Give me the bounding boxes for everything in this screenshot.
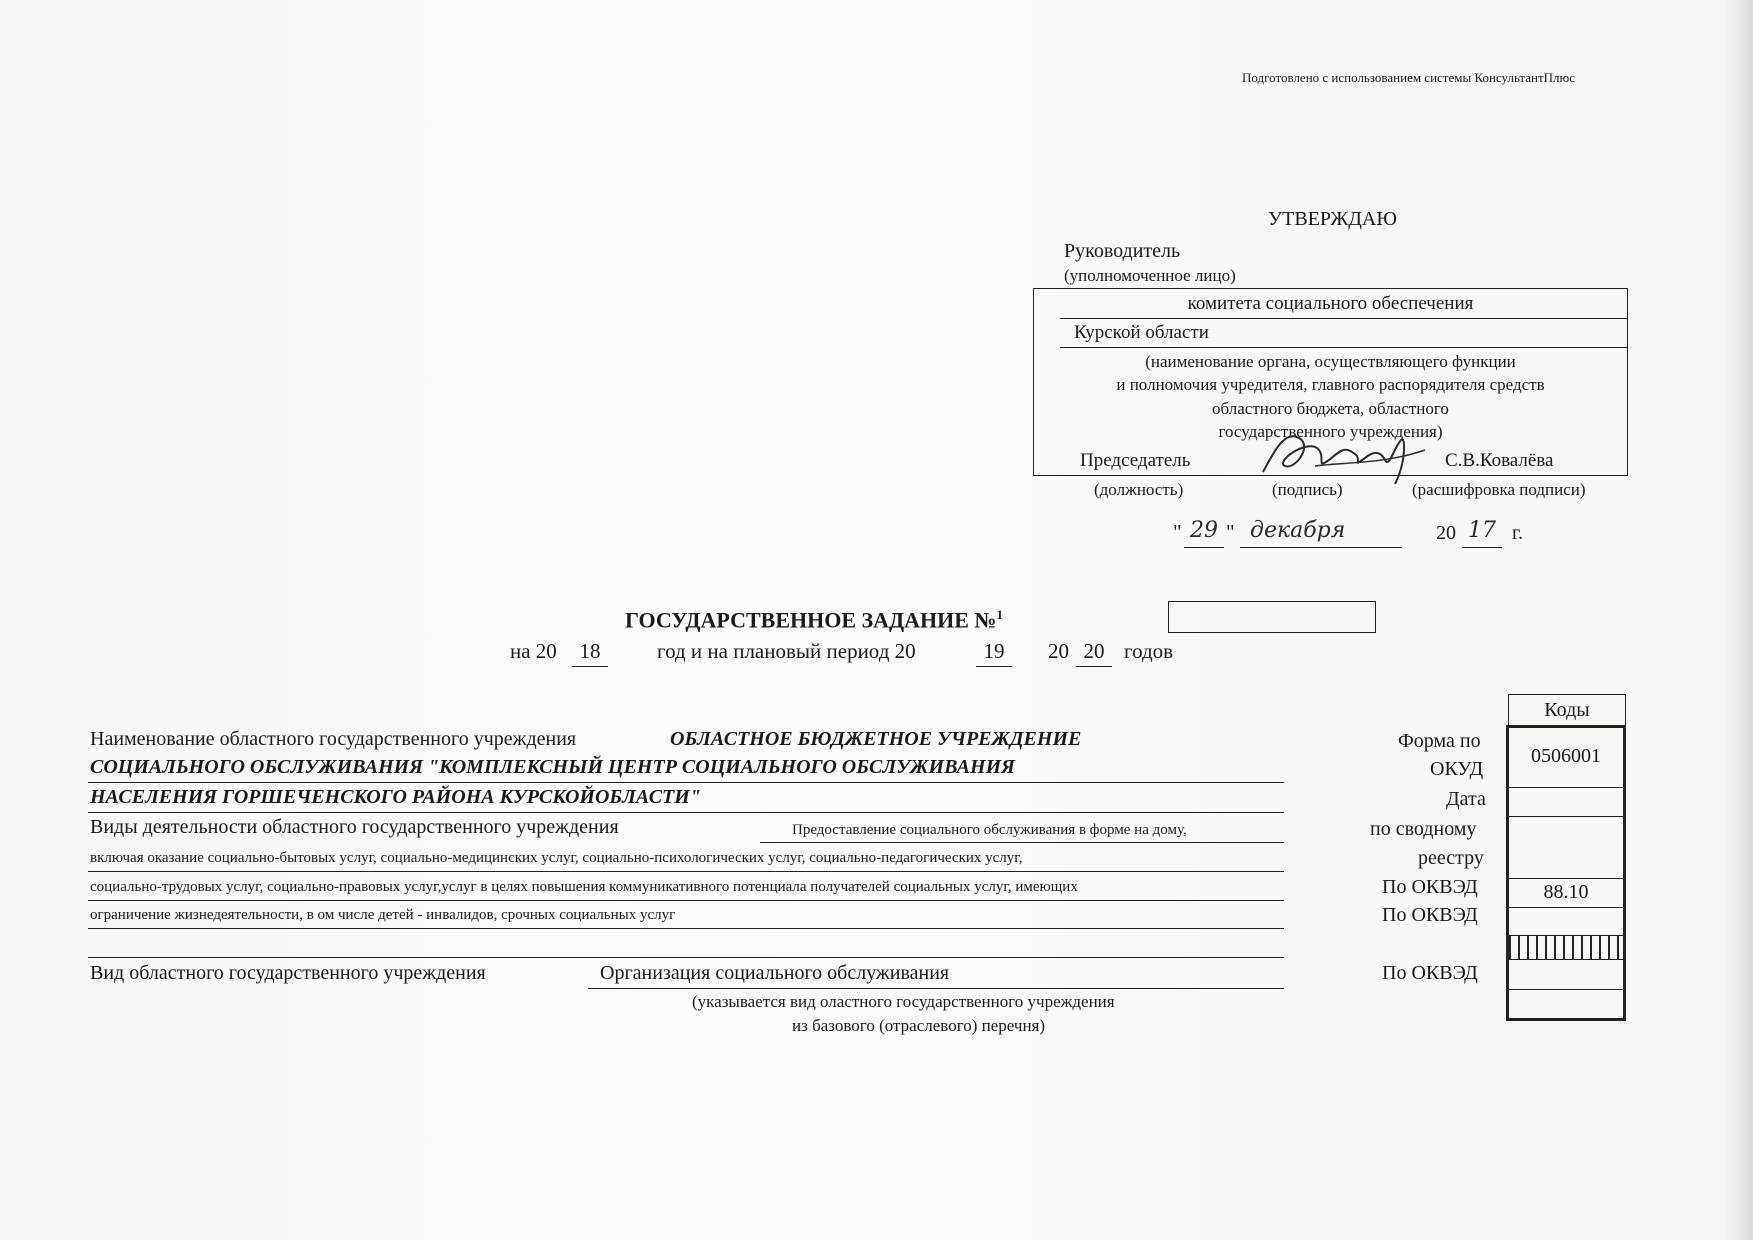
header-note: Подготовлено с использованием системы КонсультантПлюс: [1242, 70, 1576, 85]
codes-okved1-value: 88.10: [1509, 879, 1623, 908]
type-caption-2: из базового (отраслевого) перечня): [792, 1016, 1046, 1035]
approve-head: Руководитель: [1064, 240, 1181, 262]
approve-org-line1: комитета социального обеспечения: [1187, 293, 1474, 314]
codes-header: Коды: [1508, 694, 1626, 726]
activity-label: Виды деятельности областного государственного учреждения: [90, 816, 619, 838]
type-value: Организация социального обслуживания: [600, 962, 950, 984]
task-line-mid: год и на плановый период 20: [657, 639, 916, 663]
activity-3: социально-трудовых услуг, социально-правовых услуг,услуг в целях повышения коммуникативного потенциала получателей социальных услуг, имеющих: [90, 879, 1078, 895]
caption-name: (расшифровка подписи): [1412, 480, 1586, 499]
caption-position: (должность): [1094, 480, 1184, 499]
codes-empty-value: [1509, 990, 1623, 1018]
activity-rule-5: [88, 957, 1284, 958]
task-year1-rule: [572, 666, 608, 667]
task-year3-rule: [1076, 666, 1112, 667]
task-year3: 20: [1083, 639, 1105, 663]
codes-registry-value: [1509, 817, 1623, 879]
task-title-text: ГОСУДАРСТВЕННОЕ ЗАДАНИЕ №: [625, 607, 997, 633]
codes-date-value: [1509, 788, 1623, 817]
codes-okved3-value: [1509, 960, 1623, 990]
date-year: 17: [1468, 518, 1496, 543]
activity-1: Предоставление социального обслуживания в форме на дому,: [792, 822, 1187, 838]
name-value-3: НАСЕЛЕНИЯ ГОРШЕЧЕНСКОГО РАЙОНА КУРСКОЙОБЛАСТИ": [90, 786, 701, 808]
codes-registry-label-2: реестру: [1418, 847, 1484, 869]
approve-org-caption-1: (наименование органа, осуществляющего функции: [1145, 352, 1516, 371]
name-value-1: ОБЛАСТНОЕ БЮДЖЕТНОЕ УЧРЕЖДЕНИЕ: [670, 728, 1082, 750]
date-quote-open: ": [1173, 520, 1182, 544]
date-year-rule: [1462, 547, 1502, 548]
date-day: 29: [1190, 518, 1218, 543]
approve-org-line2-rule: [1060, 347, 1628, 348]
task-line-20: 20: [1048, 639, 1069, 663]
approve-org-line1-rule: [1060, 318, 1628, 319]
approve-org-caption-2: и полномочия учредителя, главного распорядителя средств: [1116, 375, 1545, 394]
task-line-prefix: на 20: [510, 639, 557, 663]
date-year-prefix: 20: [1436, 522, 1456, 544]
name-rule-1: [88, 782, 1284, 783]
activity-rule-3: [88, 900, 1284, 901]
codes-form-label-2: ОКУД: [1430, 758, 1484, 780]
activity-rule-2: [88, 871, 1284, 872]
codes-form-value: 0506001: [1509, 728, 1623, 788]
codes-date-label: Дата: [1446, 788, 1486, 810]
date-month-rule: [1240, 547, 1402, 548]
date-quote-close: ": [1226, 520, 1235, 544]
task-year2: 19: [983, 639, 1005, 663]
approve-org-caption-3: областного бюджета, областного: [1212, 399, 1449, 418]
codes-okved3-label: По ОКВЭД: [1382, 962, 1478, 984]
type-caption-1: (указывается вид оластного государственного учреждения: [692, 992, 1115, 1011]
page-edge-shadow: [1723, 0, 1753, 1240]
codes-okved2-value: [1509, 908, 1623, 936]
codes-table: [1506, 725, 1626, 1021]
approve-position: Председатель: [1080, 450, 1191, 471]
activity-4: ограничение жизнедеятельности, в ом числе детей - инвалидов, срочных социальных услуг: [90, 907, 676, 923]
task-line-suffix: годов: [1124, 639, 1174, 663]
approve-name: С.В.Ковалёва: [1445, 450, 1554, 471]
task-footnote: 1: [996, 607, 1004, 622]
activity-rule-4: [88, 928, 1284, 929]
type-rule: [588, 988, 1284, 989]
codes-hatched-cell: [1509, 936, 1623, 960]
codes-okved1-label: По ОКВЭД: [1382, 876, 1478, 898]
caption-signature: (подпись): [1272, 480, 1343, 499]
name-label: Наименование областного государственного учреждения: [90, 728, 577, 750]
approve-org-caption-4: государственного учреждения): [1218, 422, 1443, 441]
date-suffix: г.: [1512, 522, 1523, 544]
name-rule-2: [88, 812, 1284, 813]
date-day-rule: [1184, 547, 1224, 548]
date-month: декабря: [1250, 518, 1346, 543]
codes-okved2-label: По ОКВЭД: [1382, 904, 1478, 926]
approve-head-sub: (уполномоченное лицо): [1064, 266, 1236, 285]
codes-form-label-1: Форма по: [1398, 730, 1481, 752]
type-label: Вид областного государственного учреждения: [90, 962, 486, 984]
codes-registry-label-1: по сводному: [1370, 818, 1477, 840]
task-year2-rule: [976, 666, 1012, 667]
task-year1: 18: [579, 639, 601, 663]
approve-title: УТВЕРЖДАЮ: [1268, 208, 1397, 230]
activity-2: включая оказание социально-бытовых услуг, социально-медицинских услуг, социально-психологических услуг, социально-педагогических услуг,: [90, 850, 1023, 866]
task-number-field: [1168, 601, 1376, 633]
approve-org-line2: Курской области: [1074, 322, 1209, 343]
task-title: [625, 607, 1003, 633]
activity-rule-1: [760, 842, 1284, 843]
name-value-2: СОЦИАЛЬНОГО ОБСЛУЖИВАНИЯ "КОМПЛЕКСНЫЙ ЦЕНТР СОЦИАЛЬНОГО ОБСЛУЖИВАНИЯ: [90, 756, 1015, 778]
